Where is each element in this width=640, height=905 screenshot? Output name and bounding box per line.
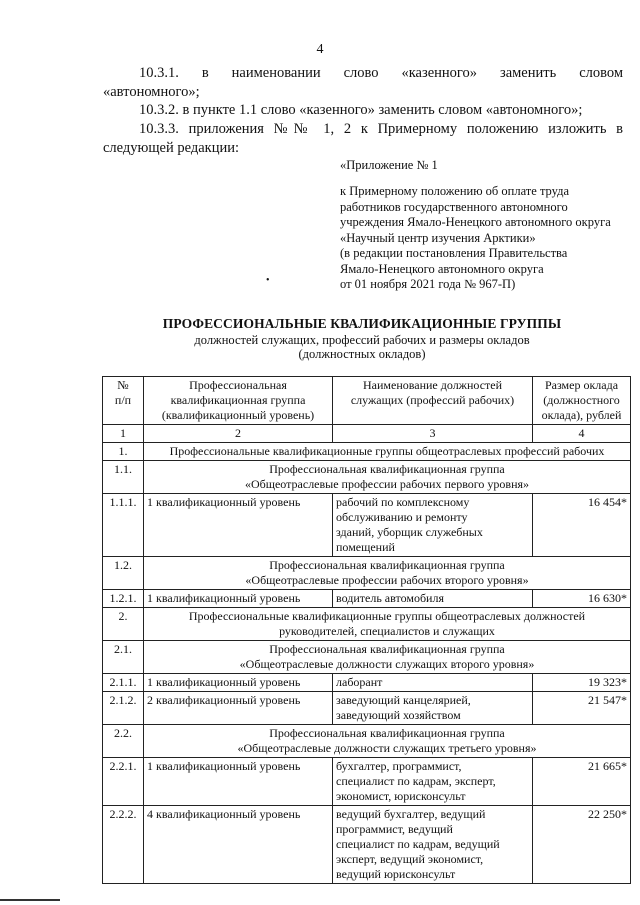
word: слово [343,65,379,81]
row-number: 1.1.1. [103,494,144,557]
header-cell [533,377,631,425]
row-number: 1. [103,443,144,461]
word: наименовании [231,65,321,81]
row-number: 1.1. [103,461,144,494]
table-row [103,806,631,884]
word: положению [466,121,539,137]
group-row [103,443,631,461]
header-cell [144,377,333,425]
position-names [333,806,533,884]
row-number: 1.2. [103,557,144,590]
header-line: Наименование должностей [362,378,503,392]
salary: 21 665* [533,758,631,806]
word: 10.3.1. в [139,65,209,81]
group-title [144,443,631,461]
header-line: Профессиональная [189,378,287,392]
table-subtitle-line1: должностей служащих, профессий рабочих и размеры окладов [194,333,530,347]
table-row [103,590,631,608]
row-number: 2.2.1. [103,758,144,806]
paragraph-10-3-3-line1 [103,120,623,139]
group-title-line: «Общеотраслевые профессии рабочих первого уровня» [244,477,530,491]
header-cell [333,377,533,425]
group-title-line: Профессиональные квалификационные группы общеотраслевых профессий рабочих [169,444,605,458]
appendix-caption-line: от 01 ноября 2021 года № 967-П) [340,277,516,291]
column-number-cell: 3 [333,425,533,443]
group-title-line: Профессиональные квалификационные группы общеотраслевых должностей [188,609,586,623]
word: №№ [273,121,314,137]
appendix-caption-line: Ямало-Ненецкого автономного округа [340,261,544,276]
row-number: 1.2.1. [103,590,144,608]
scan-edge-mark [0,899,60,901]
appendix-caption-line: учреждения Ямало-Ненецкого автономного округа [340,215,611,229]
qualification-level: 1 квалификационный уровень [144,758,333,806]
header-line: оклада), рублей [541,408,622,422]
appendix-title: «Приложение № 1 [340,158,438,172]
group-row [103,557,631,590]
word: 10.3.3. [139,121,179,137]
group-title-line: Профессиональная квалификационная группа [269,642,505,656]
group-title-line: Профессиональная квалификационная группа [269,558,505,572]
word: в [616,121,624,137]
row-number: 2.1.1. [103,674,144,692]
column-number-cell: 2 [144,425,333,443]
position-line: эксперт, ведущий экономист, [336,852,484,866]
group-title-line: «Общеотраслевые должности служащих третьего уровня» [237,741,537,755]
table-row [103,494,631,557]
header-line: служащих (профессий рабочих) [350,393,515,407]
group-title-line: «Общеотраслевые профессии рабочих второго уровня» [245,573,529,587]
group-title [144,557,631,590]
position-line: обслуживанию и ремонту [336,510,468,524]
position-names [333,674,533,692]
paragraph-10-3-2: 10.3.2. в пункте 1.1 слово «казенного» заменить словом «автономного»; [139,102,583,118]
group-row [103,461,631,494]
row-number: 2.2. [103,725,144,758]
position-line: заведующий канцелярией, [336,693,471,707]
position-line: заведующий хозяйством [336,708,461,722]
group-row [103,725,631,758]
group-title-line: Профессиональная квалификационная группа [269,726,505,740]
group-title-line: руководителей, специалистов и служащих [279,624,495,638]
word: к [360,121,368,137]
table-header-row [103,377,631,425]
salary: 19 323* [533,674,631,692]
word: 2 [343,121,352,137]
appendix-caption-line: (в редакции постановления Правительства [340,246,568,260]
position-line: лаборант [336,675,383,689]
position-line: помещений [336,540,395,554]
header-cell [103,377,144,425]
position-names [333,692,533,725]
salary: 22 250* [533,806,631,884]
table-row [103,692,631,725]
position-line: рабочий по комплексному [336,495,470,509]
group-row [103,608,631,641]
appendix-caption-line: к Примерному положению об оплате труда [340,184,570,198]
paragraph-10-3-1-line2: «автономного»; [103,84,200,100]
header-line: квалификационная группа [170,393,306,407]
qualification-level: 1 квалификационный уровень [144,674,333,692]
header-line: (должностного [543,393,620,407]
row-number: 2.2.2. [103,806,144,884]
position-line: ведущий бухгалтер, ведущий [336,807,486,821]
salary: 16 454* [533,494,631,557]
position-line: зданий, уборщик служебных [336,525,483,539]
qualification-level: 1 квалификационный уровень [144,590,333,608]
qualification-level: 4 квалификационный уровень [144,806,333,884]
word: Примерному [377,121,458,137]
scan-dot: • [266,275,270,286]
word: изложить [548,121,607,137]
salary: 16 630* [533,590,631,608]
salary-table [102,376,631,884]
position-line: программист, ведущий [336,822,453,836]
table-row [103,758,631,806]
word: «казенного» [401,65,477,81]
qualification-level: 1 квалификационный уровень [144,494,333,557]
group-title [144,608,631,641]
table-title: ПРОФЕССИОНАЛЬНЫЕ КВАЛИФИКАЦИОННЫЕ ГРУППЫ [162,316,562,331]
word: 1, [323,121,335,137]
position-line: бухгалтер, программист, [336,759,462,773]
group-title [144,461,631,494]
row-number: 2.1. [103,641,144,674]
appendix-caption-line: работников государственного автономного [340,199,568,214]
column-number-cell: 1 [103,425,144,443]
position-names [333,494,533,557]
position-names [333,590,533,608]
group-title-line: «Общеотраслевые должности служащих второго уровня» [239,657,535,671]
header-line: п/п [114,393,132,407]
word: заменить [499,65,557,81]
appendix-caption-line: «Научный центр изучения Арктики» [340,230,536,245]
row-number: 2. [103,608,144,641]
table-subtitle-line2: (должностных окладов) [298,347,426,361]
appendix-caption [340,184,630,293]
salary: 21 547* [533,692,631,725]
group-row [103,641,631,674]
position-line: водитель автомобиля [336,591,444,605]
group-title-line: Профессиональная квалификационная группа [269,462,505,476]
paragraph-10-3-1-line1 [103,64,623,83]
column-number-row [103,425,631,443]
qualification-level: 2 квалификационный уровень [144,692,333,725]
page-number: 4 [316,42,324,57]
position-line: специалист по кадрам, эксперт, [336,774,496,788]
header-line: № [117,378,129,392]
word: словом [579,65,624,81]
column-number-cell: 4 [533,425,631,443]
word: приложения [188,121,264,137]
row-number: 2.1.2. [103,692,144,725]
table-row [103,674,631,692]
paragraph-10-3-3-line2: следующей редакции: [103,140,240,156]
header-line: Размер оклада [544,378,619,392]
header-line: (квалификационный уровень) [161,408,315,422]
group-title [144,725,631,758]
position-line: экономист, юрисконсульт [336,789,466,803]
position-line: ведущий юрисконсульт [336,867,456,881]
salary-table-body [103,377,631,884]
position-names [333,758,533,806]
position-line: специалист по кадрам, ведущий [336,837,500,851]
group-title [144,641,631,674]
